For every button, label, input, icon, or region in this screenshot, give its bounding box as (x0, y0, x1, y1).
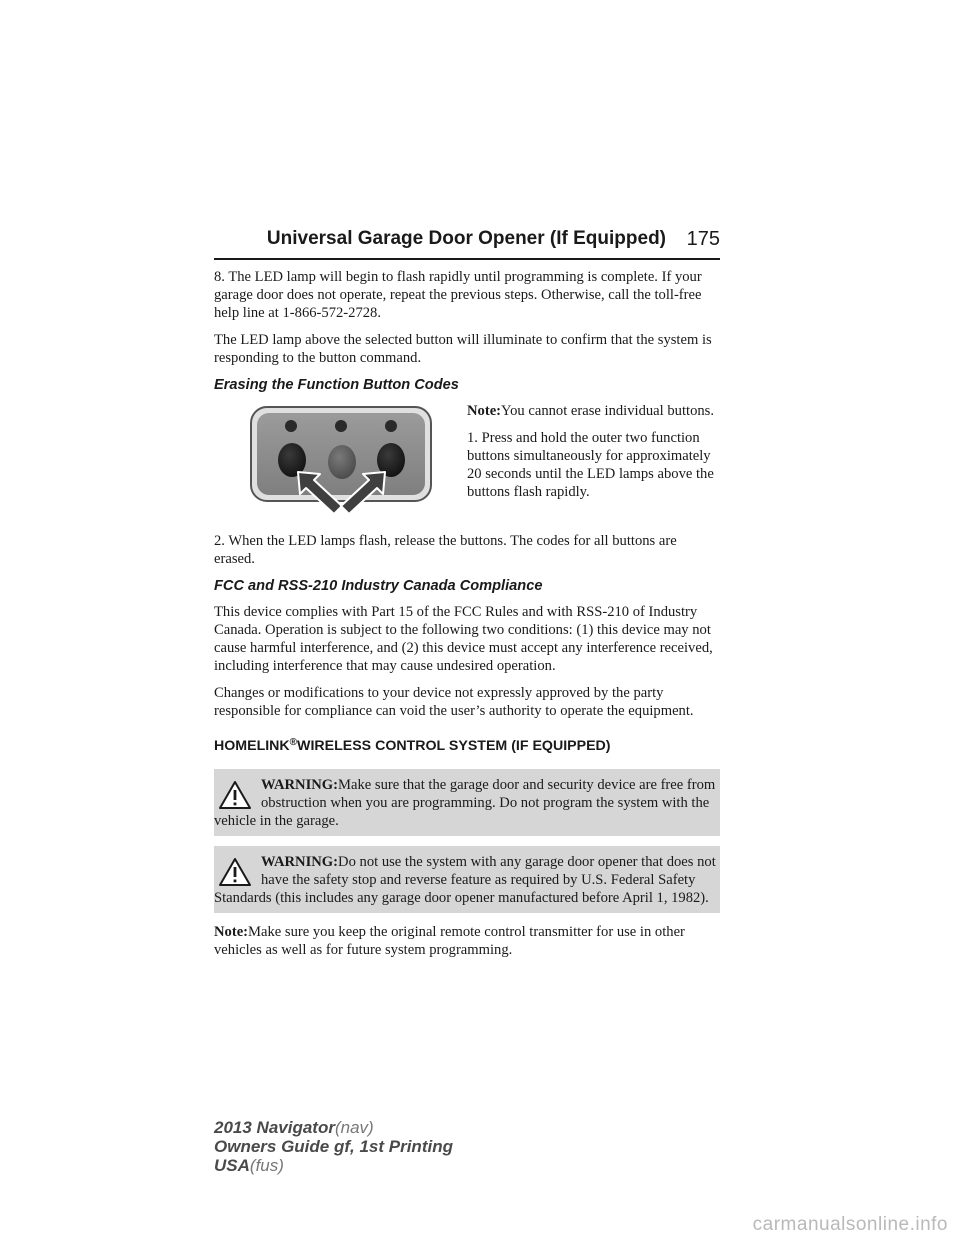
warning-box-1 (214, 769, 720, 836)
warning-box-2 (214, 846, 720, 913)
homelink-heading-a: HOMELINK (214, 738, 290, 754)
erase-instructions (467, 402, 720, 510)
warning-1-label: WARNING: (261, 777, 339, 793)
homelink-heading-b: WIRELESS CONTROL SYSTEM (IF EQUIPPED) (297, 738, 611, 754)
warning-2-label: WARNING: (261, 854, 339, 870)
warning-2-body: Do not use the system with any garage door opener that does not have the safety stop and reverse feature as required by U.S. Federal Safety Standards (this includes any garage door opener manufactured before April 1, 1982). (214, 854, 716, 906)
footer-line-1 (214, 1118, 453, 1137)
led-lamp-left (285, 420, 297, 432)
final-note (214, 923, 720, 959)
erase-step-1: 1. Press and hold the outer two function buttons simultaneously for approximately 20 seconds until the LED lamps above the buttons flash rapidly. (467, 430, 714, 500)
led-lamp-middle (335, 420, 347, 432)
final-note-label: Note: (214, 924, 249, 940)
footer-model-code: (nav) (334, 1118, 374, 1137)
footer-line-2: Owners Guide gf, 1st Printing (214, 1137, 453, 1156)
erase-section (214, 402, 720, 520)
page-footer (214, 1118, 453, 1175)
registered-mark: ® (289, 737, 298, 748)
warning-triangle-icon (218, 857, 252, 887)
erase-note-label: Note: (467, 403, 502, 419)
warning-triangle-icon (218, 780, 252, 810)
fcc-paragraph-2: Changes or modifications to your device not expressly approved by the party responsible for compliance can void the user’s authority to operate the equipment. (214, 685, 694, 719)
footer-line-3 (214, 1156, 453, 1175)
warning-2-text (214, 853, 716, 907)
watermark-link[interactable]: carmanualsonline.info (752, 1214, 948, 1235)
warning-1-body: Make sure that the garage door and security device are free from obstruction when you are programming. Do not program the system with the vehicle in the garage. (214, 777, 716, 829)
function-button-middle (328, 445, 356, 479)
paragraph-led-confirm: The LED lamp above the selected button will illuminate to confirm that the system is responding to the button command. (214, 332, 712, 366)
erase-heading: Erasing the Function Button Codes (214, 377, 459, 393)
erase-note (467, 402, 720, 420)
paragraph-step-8: 8. The LED lamp will begin to flash rapidly until programming is complete. If your garage door does not operate, repeat the previous steps. Otherwise, call the toll-free help line at 1-866-572-2728. (214, 269, 702, 321)
erase-note-text: You cannot erase individual buttons. (501, 403, 714, 419)
footer-model: 2013 Navigator (214, 1118, 335, 1137)
page-content (214, 268, 720, 968)
homelink-heading (214, 734, 720, 755)
final-note-text: Make sure you keep the original remote control transmitter for use in other vehicles as well as for future system programming. (214, 924, 685, 958)
header-rule (214, 258, 720, 260)
footer-market: USA (214, 1156, 250, 1175)
led-lamp-right (385, 420, 397, 432)
fcc-heading: FCC and RSS-210 Industry Canada Compliance (214, 578, 543, 594)
header-title: Universal Garage Door Opener (If Equipped) (266, 228, 666, 249)
function-buttons-illustration (250, 406, 454, 514)
page-header (214, 226, 720, 262)
fcc-paragraph-1: This device complies with Part 15 of the FCC Rules and with RSS-210 of Industry Canada. Operation is subject to the following two conditions: (1) this device may not cause harmful interference, and (2) this device must accept any interference received, including interference that may cause undesired operation. (214, 604, 713, 674)
page-number: 175 (686, 228, 720, 250)
erase-step-2: 2. When the LED lamps flash, release the buttons. The codes for all buttons are erased. (214, 533, 677, 567)
footer-market-code: (fus) (249, 1156, 284, 1175)
warning-1-text (214, 776, 716, 830)
